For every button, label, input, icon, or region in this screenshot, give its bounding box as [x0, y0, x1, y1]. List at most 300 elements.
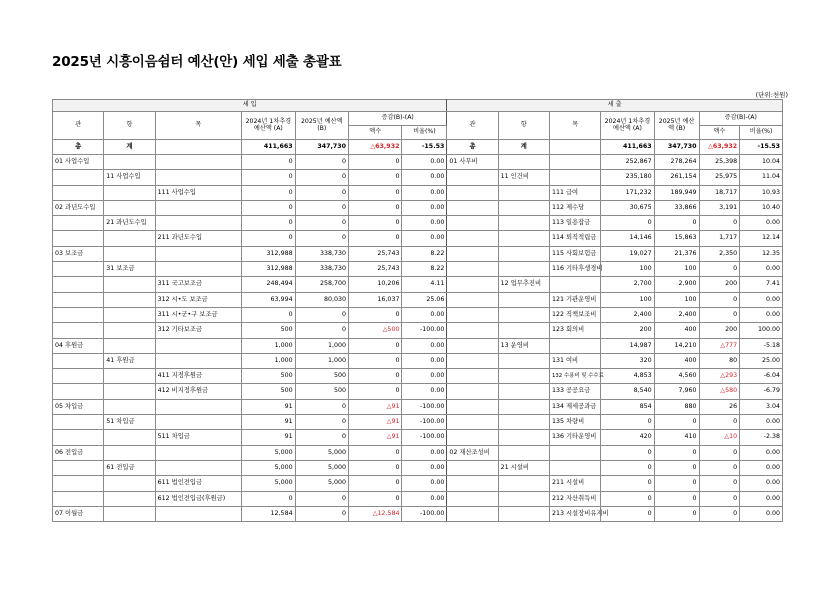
exp-cell-b: 278,264: [654, 155, 699, 170]
rev-cell-pct: 0.00: [402, 445, 447, 460]
exp-cell-amt: 1,717: [699, 231, 740, 246]
rev-cell-b: 338,730: [295, 246, 348, 261]
exp-cell-b: 880: [654, 399, 699, 414]
rev-cell-hang: [104, 384, 155, 399]
table-row: [53, 353, 783, 368]
exp-prev-budget-header: 2024년 1차추경예산액 (A): [601, 112, 654, 140]
rev-cell-b: 0: [295, 415, 348, 430]
rev-cell-pct: 0.00: [402, 231, 447, 246]
rev-cell-hang: [104, 491, 155, 506]
exp-total-diff: △63,932: [699, 140, 740, 155]
rev-cell-mok: [155, 200, 242, 215]
exp-cell-hang: [498, 292, 549, 307]
rev-cell-gwan: [53, 323, 104, 338]
rev-cell-b: 0: [295, 185, 348, 200]
exp-cell-amt: 0: [699, 292, 740, 307]
exp-cell-pct: -2.38: [740, 430, 783, 445]
exp-cell-b: 400: [654, 323, 699, 338]
exp-cell-pct: 25.00: [740, 353, 783, 368]
rev-cell-mok: 111 사업수입: [155, 185, 242, 200]
rev-cell-hang: [104, 338, 155, 353]
rev-cell-a: 91: [242, 399, 295, 414]
rev-cell-gwan: [53, 384, 104, 399]
rev-cell-gwan: [53, 262, 104, 277]
rev-cell-mok: [155, 399, 242, 414]
table-row: [53, 430, 783, 445]
exp-cell-a: 171,232: [601, 185, 654, 200]
rev-cell-amt: 0: [349, 445, 402, 460]
exp-cell-b: 100: [654, 292, 699, 307]
rev-cell-gwan: [53, 216, 104, 231]
exp-cell-mok: 111 급여: [549, 185, 600, 200]
rev-cell-mok: [155, 155, 242, 170]
rev-cell-amt: 0: [349, 384, 402, 399]
rev-cell-b: 5,000: [295, 460, 348, 475]
exp-cell-a: 8,540: [601, 384, 654, 399]
exp-total-blank: [549, 140, 600, 155]
table-row: [53, 323, 783, 338]
rev-cell-pct: 8.22: [402, 262, 447, 277]
rev-cell-a: 0: [242, 231, 295, 246]
exp-cell-pct: 10.40: [740, 200, 783, 215]
exp-cell-mok: 115 사회보험금: [549, 246, 600, 261]
exp-cell-mok: 133 공공요금: [549, 384, 600, 399]
exp-cell-pct: 10.93: [740, 185, 783, 200]
exp-cell-gwan: [447, 292, 498, 307]
rev-cell-mok: [155, 262, 242, 277]
rev-cell-gwan: 04 후원금: [53, 338, 104, 353]
rev-total-ratio: -15.53: [402, 140, 447, 155]
exp-cell-b: 0: [654, 445, 699, 460]
rev-cell-pct: 25.06: [402, 292, 447, 307]
exp-cell-gwan: [447, 399, 498, 414]
rev-cell-gwan: [53, 353, 104, 368]
exp-cell-gwan: [447, 185, 498, 200]
exp-total-ratio: -15.53: [740, 140, 783, 155]
exp-cell-hang: 21 시설비: [498, 460, 549, 475]
rev-cell-a: 312,988: [242, 262, 295, 277]
rev-cell-b: 1,000: [295, 353, 348, 368]
rev-cell-mok: 312 기타보조금: [155, 323, 242, 338]
rev-cell-mok: 511 차입금: [155, 430, 242, 445]
rev-cell-mok: [155, 415, 242, 430]
table-row: [53, 369, 783, 384]
total-row: [53, 140, 783, 155]
exp-cell-a: 854: [601, 399, 654, 414]
exp-cell-b: 261,154: [654, 170, 699, 185]
rev-cell-gwan: 07 이월금: [53, 506, 104, 521]
exp-cell-a: 30,675: [601, 200, 654, 215]
exp-cell-pct: 0.00: [740, 262, 783, 277]
rev-diff-header: 증감(B)-(A): [349, 112, 447, 126]
rev-cell-amt: △91: [349, 399, 402, 414]
rev-cell-gwan: [53, 430, 104, 445]
rev-cell-gwan: 02 과년도수입: [53, 200, 104, 215]
rev-cell-gwan: [53, 415, 104, 430]
exp-cell-a: 0: [601, 460, 654, 475]
exp-cell-b: 2,400: [654, 307, 699, 322]
exp-cell-b: 100: [654, 262, 699, 277]
exp-cell-pct: 0.00: [740, 415, 783, 430]
exp-cell-a: 0: [601, 445, 654, 460]
exp-mok-header: 목: [549, 112, 600, 140]
rev-cell-a: 0: [242, 170, 295, 185]
rev-cell-amt: 0: [349, 231, 402, 246]
rev-cell-a: 91: [242, 415, 295, 430]
exp-cell-amt: △580: [699, 384, 740, 399]
rev-cell-pct: 0.00: [402, 307, 447, 322]
exp-cell-mok: 136 기타운영비: [549, 430, 600, 445]
rev-cell-pct: 8.22: [402, 246, 447, 261]
exp-cell-pct: 0.00: [740, 292, 783, 307]
exp-cell-amt: 25,398: [699, 155, 740, 170]
exp-cell-amt: 0: [699, 491, 740, 506]
rev-cell-hang: [104, 246, 155, 261]
exp-cell-b: 0: [654, 460, 699, 475]
exp-cell-gwan: [447, 384, 498, 399]
rev-cell-gwan: 05 차입금: [53, 399, 104, 414]
rev-cell-gwan: [53, 277, 104, 292]
exp-cell-hang: [498, 231, 549, 246]
exp-cell-a: 235,180: [601, 170, 654, 185]
exp-cell-a: 420: [601, 430, 654, 445]
exp-cell-b: 21,376: [654, 246, 699, 261]
exp-cell-b: 0: [654, 491, 699, 506]
exp-cell-gwan: [447, 231, 498, 246]
rev-cell-b: 500: [295, 384, 348, 399]
exp-cell-hang: [498, 200, 549, 215]
rev-this-budget-header: 2025년 예산액 (B): [295, 112, 348, 140]
rev-cell-pct: 0.00: [402, 216, 447, 231]
rev-cell-b: 500: [295, 369, 348, 384]
exp-cell-b: 14,210: [654, 338, 699, 353]
exp-cell-gwan: 02 재산조성비: [447, 445, 498, 460]
rev-cell-pct: 0.00: [402, 338, 447, 353]
exp-cell-a: 2,700: [601, 277, 654, 292]
rev-cell-b: 0: [295, 216, 348, 231]
rev-cell-hang: [104, 399, 155, 414]
rev-cell-gwan: 01 사업수입: [53, 155, 104, 170]
rev-cell-amt: 0: [349, 155, 402, 170]
rev-cell-b: 0: [295, 231, 348, 246]
exp-cell-b: 4,560: [654, 369, 699, 384]
exp-cell-a: 200: [601, 323, 654, 338]
exp-cell-mok: 213 시설장비유지비: [549, 506, 600, 521]
rev-cell-hang: 61 전입금: [104, 460, 155, 475]
exp-hang-header: 항: [498, 112, 549, 140]
rev-hang-header: 항: [104, 112, 155, 140]
table-row: [53, 277, 783, 292]
rev-cell-b: 0: [295, 200, 348, 215]
rev-cell-a: 1,000: [242, 338, 295, 353]
rev-cell-gwan: [53, 292, 104, 307]
exp-cell-amt: 26: [699, 399, 740, 414]
exp-total-label-a: 총: [447, 140, 498, 155]
exp-cell-amt: 18,717: [699, 185, 740, 200]
exp-cell-amt: 0: [699, 216, 740, 231]
rev-cell-hang: 51 차입금: [104, 415, 155, 430]
rev-cell-pct: 0.00: [402, 155, 447, 170]
rev-cell-gwan: [53, 460, 104, 475]
exp-cell-amt: 0: [699, 445, 740, 460]
exp-cell-mok: 212 자산취득비: [549, 491, 600, 506]
exp-cell-pct: 100.00: [740, 323, 783, 338]
exp-cell-hang: 12 업무추진비: [498, 277, 549, 292]
rev-cell-amt: 16,037: [349, 292, 402, 307]
rev-cell-mok: [155, 338, 242, 353]
exp-cell-gwan: [447, 307, 498, 322]
budget-summary-table: [52, 99, 783, 522]
exp-cell-amt: 0: [699, 476, 740, 491]
rev-cell-mok: 312 시•도 보조금: [155, 292, 242, 307]
exp-cell-pct: 0.00: [740, 476, 783, 491]
rev-cell-gwan: [53, 307, 104, 322]
rev-cell-a: 12,584: [242, 506, 295, 521]
exp-cell-amt: 200: [699, 277, 740, 292]
exp-cell-mok: 123 회의비: [549, 323, 600, 338]
table-row: [53, 185, 783, 200]
expense-section-header: 세 출: [447, 100, 783, 112]
exp-cell-pct: -5.18: [740, 338, 783, 353]
rev-cell-a: 0: [242, 216, 295, 231]
exp-cell-a: 19,027: [601, 246, 654, 261]
exp-cell-hang: [498, 384, 549, 399]
rev-cell-pct: 0.00: [402, 369, 447, 384]
exp-cell-gwan: [447, 415, 498, 430]
rev-cell-amt: 25,743: [349, 262, 402, 277]
rev-cell-pct: -100.00: [402, 323, 447, 338]
rev-cell-mok: [155, 170, 242, 185]
rev-cell-b: 0: [295, 323, 348, 338]
rev-gwan-header: 관: [53, 112, 104, 140]
exp-cell-pct: 0.00: [740, 491, 783, 506]
rev-cell-a: 0: [242, 155, 295, 170]
rev-ratio-header: 비율(%): [402, 126, 447, 140]
rev-cell-amt: △91: [349, 415, 402, 430]
rev-cell-a: 0: [242, 491, 295, 506]
rev-cell-a: 5,000: [242, 476, 295, 491]
exp-cell-hang: [498, 399, 549, 414]
table-row: [53, 231, 783, 246]
exp-cell-gwan: 01 사무비: [447, 155, 498, 170]
rev-cell-mok: 611 법인전입금: [155, 476, 242, 491]
exp-cell-mok: 116 기타후생경비: [549, 262, 600, 277]
rev-cell-amt: 0: [349, 307, 402, 322]
rev-cell-hang: [104, 445, 155, 460]
rev-cell-a: 0: [242, 200, 295, 215]
exp-cell-amt: 0: [699, 460, 740, 475]
exp-cell-b: 15,863: [654, 231, 699, 246]
table-row: [53, 292, 783, 307]
table-row: [53, 476, 783, 491]
exp-cell-gwan: [447, 430, 498, 445]
rev-cell-amt: 0: [349, 338, 402, 353]
exp-cell-gwan: [447, 369, 498, 384]
table-row: [53, 384, 783, 399]
exp-cell-hang: [498, 185, 549, 200]
rev-cell-amt: 0: [349, 353, 402, 368]
exp-cell-amt: △293: [699, 369, 740, 384]
exp-cell-a: 14,146: [601, 231, 654, 246]
exp-cell-gwan: [447, 262, 498, 277]
exp-cell-pct: 0.00: [740, 307, 783, 322]
exp-cell-hang: [498, 307, 549, 322]
exp-cell-mok: [549, 338, 600, 353]
exp-cell-mok: 211 시설비: [549, 476, 600, 491]
table-row: [53, 460, 783, 475]
exp-cell-pct: 12.14: [740, 231, 783, 246]
rev-cell-amt: 0: [349, 491, 402, 506]
table-row: [53, 155, 783, 170]
rev-cell-b: 0: [295, 506, 348, 521]
exp-cell-gwan: [447, 506, 498, 521]
exp-cell-hang: [498, 476, 549, 491]
exp-cell-gwan: [447, 460, 498, 475]
exp-cell-hang: [498, 353, 549, 368]
rev-cell-a: 500: [242, 384, 295, 399]
rev-cell-hang: [104, 323, 155, 338]
rev-cell-hang: [104, 200, 155, 215]
rev-cell-pct: 0.00: [402, 353, 447, 368]
rev-cell-gwan: [53, 231, 104, 246]
exp-cell-a: 4,853: [601, 369, 654, 384]
exp-cell-pct: -6.79: [740, 384, 783, 399]
unit-label: (단위:천원): [755, 91, 788, 99]
rev-cell-hang: [104, 307, 155, 322]
exp-cell-mok: [549, 277, 600, 292]
rev-mok-header: 목: [155, 112, 242, 140]
exp-cell-amt: 0: [699, 307, 740, 322]
exp-cell-b: 189,949: [654, 185, 699, 200]
rev-cell-pct: 4.11: [402, 277, 447, 292]
exp-cell-hang: [498, 323, 549, 338]
table-row: [53, 338, 783, 353]
rev-cell-mok: [155, 216, 242, 231]
rev-cell-hang: 11 사업수입: [104, 170, 155, 185]
exp-cell-amt: 0: [699, 262, 740, 277]
exp-total-prev: 411,663: [601, 140, 654, 155]
revenue-section-header: 세 입: [53, 100, 447, 112]
exp-cell-amt: 25,975: [699, 170, 740, 185]
rev-cell-pct: 0.00: [402, 491, 447, 506]
exp-cell-mok: 134 제세공과금: [549, 399, 600, 414]
exp-cell-gwan: [447, 277, 498, 292]
exp-cell-mok: [549, 445, 600, 460]
table-row: [53, 445, 783, 460]
rev-cell-hang: 31 보조금: [104, 262, 155, 277]
table-row: [53, 491, 783, 506]
rev-cell-hang: 41 후원금: [104, 353, 155, 368]
exp-cell-a: 0: [601, 491, 654, 506]
exp-cell-hang: [498, 430, 549, 445]
exp-cell-hang: [498, 491, 549, 506]
rev-cell-hang: [104, 277, 155, 292]
rev-cell-a: 0: [242, 185, 295, 200]
rev-cell-pct: -100.00: [402, 415, 447, 430]
rev-cell-amt: 0: [349, 170, 402, 185]
exp-cell-a: 2,400: [601, 307, 654, 322]
rev-cell-a: 5,000: [242, 445, 295, 460]
exp-cell-hang: [498, 216, 549, 231]
exp-cell-a: 252,867: [601, 155, 654, 170]
exp-cell-a: 0: [601, 216, 654, 231]
exp-cell-mok: [549, 460, 600, 475]
exp-cell-hang: [498, 262, 549, 277]
rev-cell-hang: [104, 476, 155, 491]
exp-cell-pct: 10.04: [740, 155, 783, 170]
table-row: [53, 506, 783, 521]
exp-cell-mok: 121 기관운영비: [549, 292, 600, 307]
exp-cell-a: 14,987: [601, 338, 654, 353]
rev-total-blank: [155, 140, 242, 155]
rev-cell-hang: [104, 430, 155, 445]
table-row: [53, 307, 783, 322]
rev-cell-b: 0: [295, 307, 348, 322]
rev-cell-a: 63,994: [242, 292, 295, 307]
exp-cell-gwan: [447, 476, 498, 491]
rev-cell-gwan: [53, 476, 104, 491]
rev-cell-pct: -100.00: [402, 506, 447, 521]
exp-cell-pct: 0.00: [740, 445, 783, 460]
rev-cell-amt: 25,743: [349, 246, 402, 261]
exp-cell-gwan: [447, 200, 498, 215]
exp-amount-header: 액수: [699, 126, 740, 140]
rev-cell-pct: 0.00: [402, 185, 447, 200]
exp-cell-pct: 0.00: [740, 506, 783, 521]
rev-cell-hang: [104, 369, 155, 384]
exp-cell-a: 100: [601, 292, 654, 307]
rev-cell-b: 258,700: [295, 277, 348, 292]
rev-cell-mok: [155, 445, 242, 460]
rev-cell-b: 0: [295, 155, 348, 170]
rev-total-diff: △63,932: [349, 140, 402, 155]
exp-cell-pct: 7.41: [740, 277, 783, 292]
exp-ratio-header: 비율(%): [740, 126, 783, 140]
rev-cell-hang: [104, 292, 155, 307]
exp-cell-mok: 135 차량비: [549, 415, 600, 430]
exp-cell-amt: 200: [699, 323, 740, 338]
rev-cell-amt: 10,206: [349, 277, 402, 292]
rev-cell-a: 0: [242, 307, 295, 322]
exp-cell-a: 0: [601, 415, 654, 430]
exp-cell-hang: [498, 155, 549, 170]
table-row: [53, 246, 783, 261]
rev-cell-gwan: 06 전입금: [53, 445, 104, 460]
rev-cell-pct: 0.00: [402, 460, 447, 475]
rev-total-prev: 411,663: [242, 140, 295, 155]
rev-total-label-a: 총: [53, 140, 104, 155]
rev-cell-mok: [155, 246, 242, 261]
exp-cell-pct: 3.04: [740, 399, 783, 414]
rev-cell-amt: △500: [349, 323, 402, 338]
rev-cell-pct: -100.00: [402, 430, 447, 445]
rev-cell-gwan: [53, 369, 104, 384]
exp-cell-a: 0: [601, 506, 654, 521]
rev-cell-mok: [155, 506, 242, 521]
exp-cell-hang: [498, 445, 549, 460]
rev-cell-hang: [104, 155, 155, 170]
exp-cell-mok: 113 일용잡금: [549, 216, 600, 231]
exp-cell-gwan: [447, 491, 498, 506]
rev-cell-mok: [155, 353, 242, 368]
rev-cell-a: 500: [242, 369, 295, 384]
rev-cell-amt: 0: [349, 200, 402, 215]
exp-cell-gwan: [447, 170, 498, 185]
exp-cell-mok: 112 제수당: [549, 200, 600, 215]
rev-cell-amt: 0: [349, 216, 402, 231]
exp-this-budget-header: 2025년 예산액 (B): [654, 112, 699, 140]
table-row: [53, 399, 783, 414]
